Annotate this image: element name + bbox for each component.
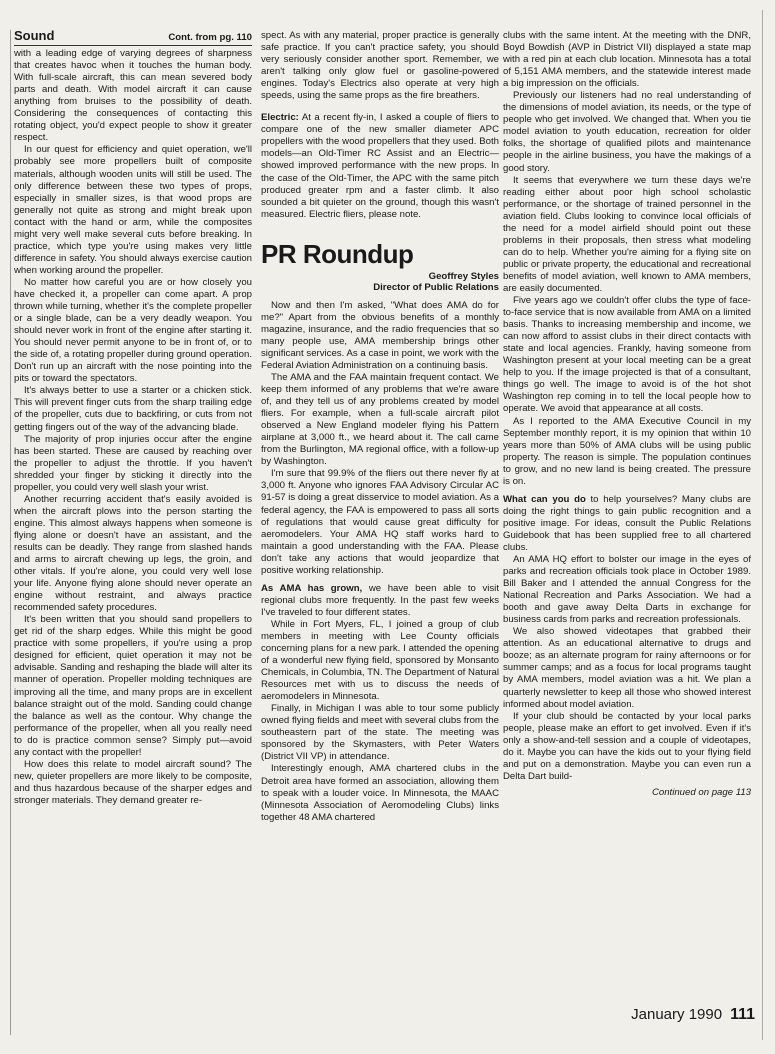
page-gutter-line (10, 30, 11, 1035)
paragraph: clubs with the same intent. At the meeting with the DNR, Boyd Bowdish (AVP in District VII) displayed a state map with a red pin at each club location. Minnesota has a total of 5,151 AMA members, and the statewide interest made a big impression on the officials. (503, 30, 751, 90)
paragraph: Another recurring accident that's easily avoided is when the aircraft plows into the person starting the engine. This almost always happens when someone is flying alone or doesn't have an assistant, and the results can be deadly. They range from slashed hands and arms to aircraft chewing up legs, the groin, and other vitals. If you're alone, you could very well lose your life. Anyone flying alone should never operate an engine without restraint, and always practice recommended safety procedures. (14, 493, 252, 614)
paragraph: In our quest for efficiency and quiet operation, we'll probably see more propellers built of composite materials, although wooden units will still be used. The only difference between these two types of props, especially in smaller sizes, is that wood props are generally not quite as strong and might break upon contact with the hand or arm, while the composites might very well make several cuts before breaking. In practice, which type you're using makes very little difference in safety. You should always exercise caution when working around the propeller. (14, 144, 252, 276)
paragraph: Interestingly enough, AMA chartered clubs in the Detroit area have formed an association, allowing them to speak with a louder voice. In Minnesota, the MAAC (Minnesota Association of Aeromodeling Clubs) links together 48 AMA chartered (261, 763, 499, 823)
section-header (14, 30, 252, 46)
column-3 (503, 30, 751, 799)
paragraph: Finally, in Michigan I was able to tour some publicly owned flying fields and meet with several clubs from the southeastern part of the state. The meeting was sponsored by the Skymasters, with Peter Waters (District VII VP) in attendance. (261, 703, 499, 763)
paragraph: No matter how careful you are or how closely you have checked it, a propeller can come apart. A prop thrown while turning, whether it's the complete propeller or a single blade, can be a very deadly weapon. You should never work in front of the engine after starting it. You should never permit anyone to be in front of, or to the side of, a rotating propeller during ground operation. Don't run up an aircraft with the nose pointing into the pits or toward the spectators. (14, 276, 252, 385)
paragraph-text: we have been able to visit regional clubs more frequently. In the past few weeks I've traveled to four different states. (261, 582, 499, 618)
paragraph: I'm sure that 99.9% of the fliers out there never fly at 3,000 ft. Anyone who ignores FAA Advisory Circular AC 91-57 is doing a great disservice to model aviation. As a federal agency, the FAA is empowered to pass all sorts of regulations that would cause great difficulty for aeromodelers. Your AMA HQ staff works hard to maintain a good understanding with the FAA. Please don't take any actions that would jeopardize that positive working relationship. (261, 468, 499, 576)
page-number: 111 (730, 1006, 755, 1023)
paragraph: If your club should be contacted by your local parks people, please make an effort to get involved. Even if it's only a show-and-tell session and a couple of videotapes, do it. Maybe you can have the kids out to your flying field and put on a demonstration. Maybe you can even run a Delta Dart build- (503, 710, 751, 782)
run-in-head: Electric: (261, 112, 299, 124)
page-edge-line (762, 10, 763, 1040)
grown-paragraph (261, 583, 499, 619)
paragraph: It's been written that you should sand propellers to get rid of the sharp edges. While this might be good practice with some propellers, if you're using a prop designed for efficient, quiet operation it may not be advisable. Sanding and reshaping the blade will alter its manner of operation. Propeller molding techniques are improving all the time, and many props are in excellent balance straight out of the mold. Sanding could change the balance as well as the contour. Why change the performance of the propeller, when all you really need to do is practice common sense? Simply put—avoid any contact with the propeller! (14, 614, 252, 758)
paragraph-text: At a recent fly-in, I asked a couple of fliers to compare one of the new smaller diameter APC propellers with the wood propellers that they used. Both models—an Old-Timer RC Assist and an Electric—showed improved performance with the new props. In the case of the Old-Timer, the APC with the same pitch produced greater rpm and a faster climb. It also sounded a bit quieter on the ground, though this wasn't measured. Electric fliers, please note. (261, 112, 499, 220)
run-in-head: As AMA has grown, (261, 582, 363, 594)
continued-on-link[interactable]: Continued on page 113 (651, 786, 751, 798)
paragraph: An AMA HQ effort to bolster our image in the eyes of parks and recreation officials took place in October 1989. Bill Baker and I attended the annual Congress for the National Recreation and Parks Association. We had a booth and gave away Delta Darts in exchange for business cards from parks and recreation professionals. (503, 554, 751, 626)
magazine-page (14, 30, 760, 1030)
paragraph: It's always better to use a starter or a chicken stick. This will prevent finger cuts from the sharp trailing edge of the propeller, cuts due to backfiring, or cuts from not getting fingers out of the way of the advancing blade. (14, 385, 252, 433)
article-title: PR Roundup (261, 238, 414, 269)
paragraph: with a leading edge of varying degrees of sharpness that creates havoc when it touches the human body. With full-scale aircraft, this can mean severed body parts and death. With model aircraft it can cause anything from bruises to the possibility of death. Considering the consequences of contacting this rotating object, you'd expect people to show it greater respect. (14, 48, 252, 144)
paragraph: spect. As with any material, proper practice is generally safe practice. If you can't practice safety, you should very seriously consider another sport. Remember, we aren't talking only glow fuel or gasoline-powered engines. Today's Electrics also operate at very high speeds, using the same props as the fire breathers. (261, 30, 499, 102)
column-2 (261, 30, 499, 824)
column-1 (14, 30, 252, 807)
paragraph: How does this relate to model aircraft sound? The new, quieter propellers are more likely to be composite, and thus hazardous because of the sharper edges and stronger materials. They demand greater re- (14, 758, 252, 806)
paragraph: Now and then I'm asked, "What does AMA do for me?" Apart from the obvious benefits of a monthly magazine, insurance, and the radio frequencies that so many people use, AMA membership brings other significant services. As a case in point, we work with the Federal Aviation Administration on a continuing basis. (261, 299, 499, 371)
byline (261, 271, 499, 294)
section-title: Sound (14, 28, 55, 43)
paragraph: It seems that everywhere we turn these days we're reading either about poor high school scholastic performance, or the shortage of trained personnel in the aviation field. Clubs looking to convince local officials of the need for a model airfield should point out these problems in their proposals, then stress what modeling can do to help. Whether you're aiming for a flying site on public or private property, the educational and recreational benefits of model aviation, well known to AMA members, are easily documented. (503, 174, 751, 294)
paragraph: Previously our listeners had no real understanding of the dimensions of model aviation, its needs, or the type of people who get involved. We changed that. When you tie model aviation to youth education, recreation for older folks, the shortage of qualified pilots and maintenance people in the airline business, you have the makings of a good story. (503, 90, 751, 174)
electric-paragraph (261, 112, 499, 220)
whatcan-paragraph (503, 494, 751, 554)
page-footer (631, 1006, 755, 1024)
author-name: Geoffrey Styles (428, 270, 499, 282)
paragraph: As I reported to the AMA Executive Council in my September monthly report, it is my opinion that within 10 years more than 50% of AMA clubs will be using public property. The reason is simple. The population continues to grow, and no new land is being created. The pressure is on. (503, 415, 751, 487)
paragraph: While in Fort Myers, FL, I joined a group of club members in meeting with Lee County officials concerning plans for a new park. I attended the opening of a wonderful new flying field, sponsored by Monsanto Chemicals, in Columbia, TN. The Department of Natural Resources met with us to discuss the needs of aeromodelers in Minnesota. (261, 618, 499, 703)
paragraph: Five years ago we couldn't offer clubs the type of face-to-face service that is now available from AMA on a limited basis. Thanks to increasing membership and income, we can now afford to assist clubs in their direct contacts with state and local agencies. Frankly, having someone from Washington present at your local meeting can be a great help to you. If the image projected is that of a consultant, things go well. The image to avoid is of the hot shot Washington rep coming in to tell the local people how to operate. We avoid that appearance at all costs. (503, 295, 751, 415)
author-title: Director of Public Relations (373, 282, 499, 294)
paragraph: The AMA and the FAA maintain frequent contact. We keep them informed of any problems that we're aware of, and they tell us of any problems created by model fliers. For example, when a full-scale aircraft pilot observed a New England modeler flying his Pattern airplane at 3,000 ft., we heard about it. The call came from the Burlington, MA regional office, with a follow-up by Washington. (261, 371, 499, 468)
paragraph-text: to help yourselves? Many clubs are doing the right things to gain public recognition and a positive image. For ideas, consult the Public Relations Guidebook that has been supplied free to all chartered clubs. (503, 493, 752, 553)
paragraph: The majority of prop injuries occur after the engine has been started. These are caused by reaching over the propeller to adjust the throttle. If you haven't shredded your finger by sticking it directly into the propeller, you could very well slash your wrist. (14, 433, 252, 493)
run-in-head: What can you do (503, 493, 586, 505)
issue-date: January 1990 (631, 1006, 723, 1023)
continued-from: Cont. from pg. 110 (168, 32, 252, 43)
paragraph: We also showed videotapes that grabbed their attention. As an educational alternative to drugs and booze; as an alternate program for rainy afternoons or for summer camps; and as a focus for local programs taught by AMA members, model aviation was a hit. We plan a quarterly newsletter to keep all those who showed interest informed about model aviation. (503, 626, 751, 710)
